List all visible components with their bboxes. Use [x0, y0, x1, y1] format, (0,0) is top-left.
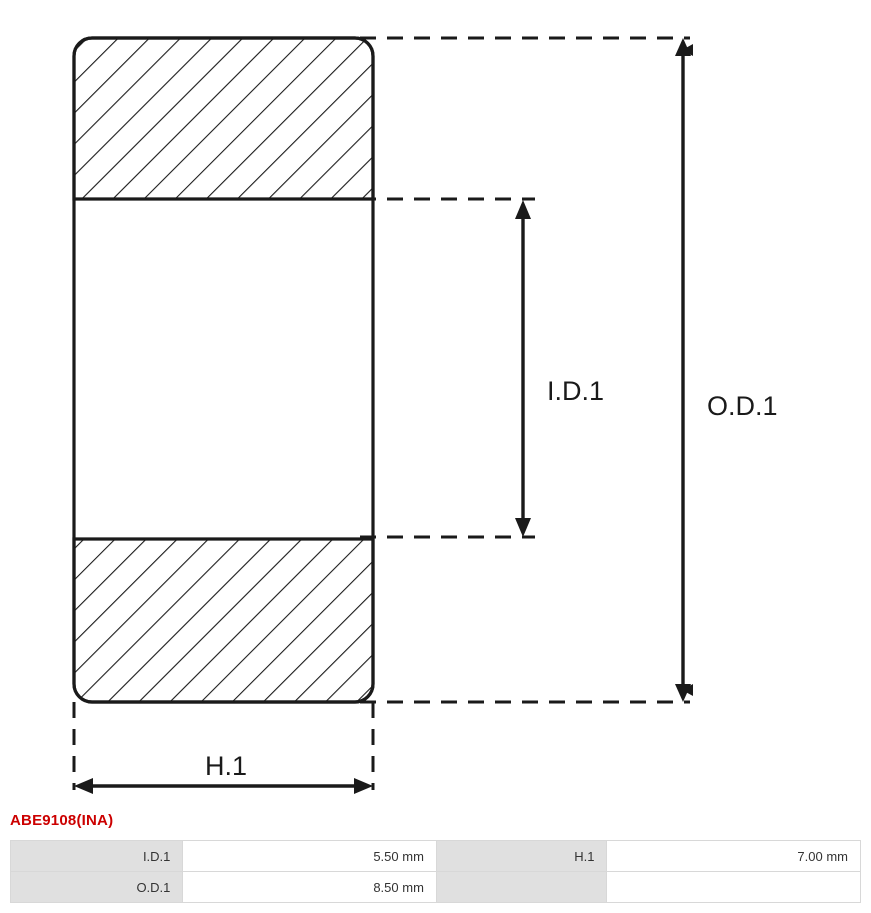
h-label: H.1 [205, 751, 248, 781]
spec-label-od: O.D.1 [11, 872, 183, 903]
id-dimension-arrow [515, 200, 531, 537]
spec-label-h: H.1 [436, 841, 607, 872]
lower-race-hatch [74, 539, 373, 702]
specification-table [10, 840, 861, 903]
spec-value-od: 8.50 mm [183, 872, 437, 903]
spec-value-empty [607, 872, 861, 903]
spec-label-id: I.D.1 [11, 841, 183, 872]
od-label: O.D.1 [707, 391, 778, 421]
upper-race-hatch [74, 38, 373, 199]
spec-label-empty [436, 872, 607, 903]
id-label: I.D.1 [547, 376, 605, 406]
table-row [11, 841, 861, 872]
spec-value-id: 5.50 mm [183, 841, 437, 872]
part-code: ABE9108(INA) [10, 812, 114, 829]
spec-value-h: 7.00 mm [607, 841, 861, 872]
od-dimension-arrow [675, 38, 691, 702]
table-row [11, 872, 861, 903]
